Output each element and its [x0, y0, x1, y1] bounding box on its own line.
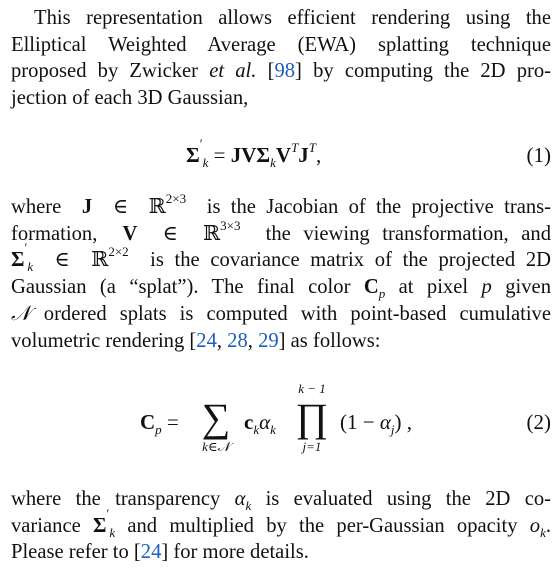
- text-line: volumetric rendering [24, 28, 29] as follows:: [11, 329, 381, 352]
- product-operator: k − 1 ∏ j=1: [295, 381, 329, 454]
- text-line: where the transparency $\alpha_k$ is evaluated using the 2D co-: [11, 488, 552, 514]
- text-line: variance $\Sigma'_k$ and multiplied by the per-Gaussian opacity $o_k$.: [11, 505, 552, 540]
- equation-2-lhs: $C_p$ =: [140, 410, 179, 438]
- text-line: $\Sigma'_k$ ∈ ℝ$^{2\times 2}$ is the covariance matrix of the projected 2D: [11, 240, 552, 275]
- citation-link[interactable]: 29: [258, 329, 279, 352]
- equation-1: [0, 135, 559, 175]
- equation-number: (1): [526, 143, 551, 167]
- sum-operator: ∑ k∈𝒩: [201, 395, 231, 455]
- text-line: 𝒩 ordered splats is computed with point-based cumulative: [11, 301, 551, 325]
- citation-link[interactable]: 98: [274, 60, 296, 82]
- paragraph-definitions: [11, 191, 552, 354]
- citation-link[interactable]: 24: [196, 329, 217, 352]
- text-line: This representation allows efficient rendering using the: [34, 7, 551, 29]
- equation-2-factor: $(1 - \alpha_j)$ ,: [340, 410, 412, 438]
- equation-1-body: $\Sigma'_k = JV\Sigma_kV^TJ^T$,: [186, 136, 322, 171]
- citation-link[interactable]: 28: [227, 329, 248, 352]
- text-line: Gaussian (a “splat”). The final color $C_p$ at pixel p given: [11, 275, 551, 301]
- equation-2-term: $c_k\alpha_k$: [244, 410, 276, 438]
- text-line: Please refer to [24] for more details.: [11, 541, 309, 563]
- paragraph-intro: [11, 5, 551, 111]
- text-line: Elliptical Weighted Average (EWA) splatting technique: [11, 33, 551, 56]
- citation-link[interactable]: 24: [140, 541, 162, 563]
- text-line: formation, V ∈ ℝ$^{3\times 3}$ the viewing transformation, and: [11, 217, 552, 245]
- text-line: where J ∈ ℝ$^{2\times 3}$ is the Jacobian of the projective trans-: [11, 191, 552, 218]
- equation-number: (2): [526, 410, 551, 434]
- text-line: proposed by Zwicker et al. [98] by computing the 2D pro-: [11, 60, 552, 82]
- equation-2: [0, 380, 559, 470]
- paragraph-transparency: [11, 486, 551, 566]
- text-line: jection of each 3D Gaussian,: [11, 86, 249, 109]
